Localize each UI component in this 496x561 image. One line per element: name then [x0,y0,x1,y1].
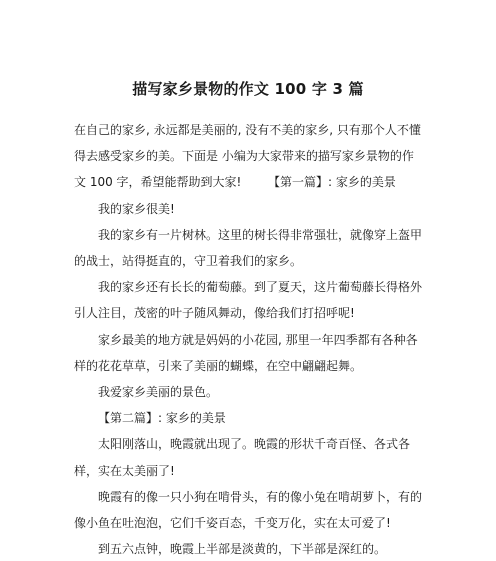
paragraph: 我爱家乡美丽的景色。 [98,385,219,400]
paragraph: 我的家乡很美! [98,201,175,216]
paragraph: 家乡最美的地方就是妈妈的小花园, 那里一年四季都有各种各样的花花草草，引来了美丽的蝴蝶，在空中翩翩起舞。 [74,332,418,373]
paragraph-intro: 在自己的家乡, 永远都是美丽的, 没有不美的家乡, 只有那个人不懂得去感受家乡的美。下面是 小编为大家带来的描写家乡景物的作文 100 字，希望能帮助到大家! 【第一篇】: 家乡的美景 [74,123,421,190]
paragraph: 太阳刚落山，晚霞就出现了。晚霞的形状千奇百怪、各式各样，实在太美丽了! [74,437,411,478]
paragraph: 我的家乡还有长长的葡萄藤。到了夏天，这片葡萄藤长得格外引人注目，茂密的叶子随风舞动，像给我们打招呼呢! [74,280,423,321]
document-body [74,117,424,561]
section-heading-2: 【第二篇】: 家乡的美景 [98,411,226,426]
document-title: 描写家乡景物的作文 100 字 3 篇 [132,80,364,98]
paragraph: 到五六点钟，晚霞上半部是淡黄的，下半部是深红的。 [98,542,387,557]
paragraph: 我的家乡有一片树林。这里的树长得非常强壮，就像穿上盔甲的战士，站得挺直的，守卫着我们的家乡。 [74,227,423,269]
paragraph: 晚霞有的像一只小狗在啃骨头，有的像小兔在啃胡萝卜，有的像小鱼在吐泡泡，它们千姿百态，千变万化，实在太可爱了! [74,489,423,531]
